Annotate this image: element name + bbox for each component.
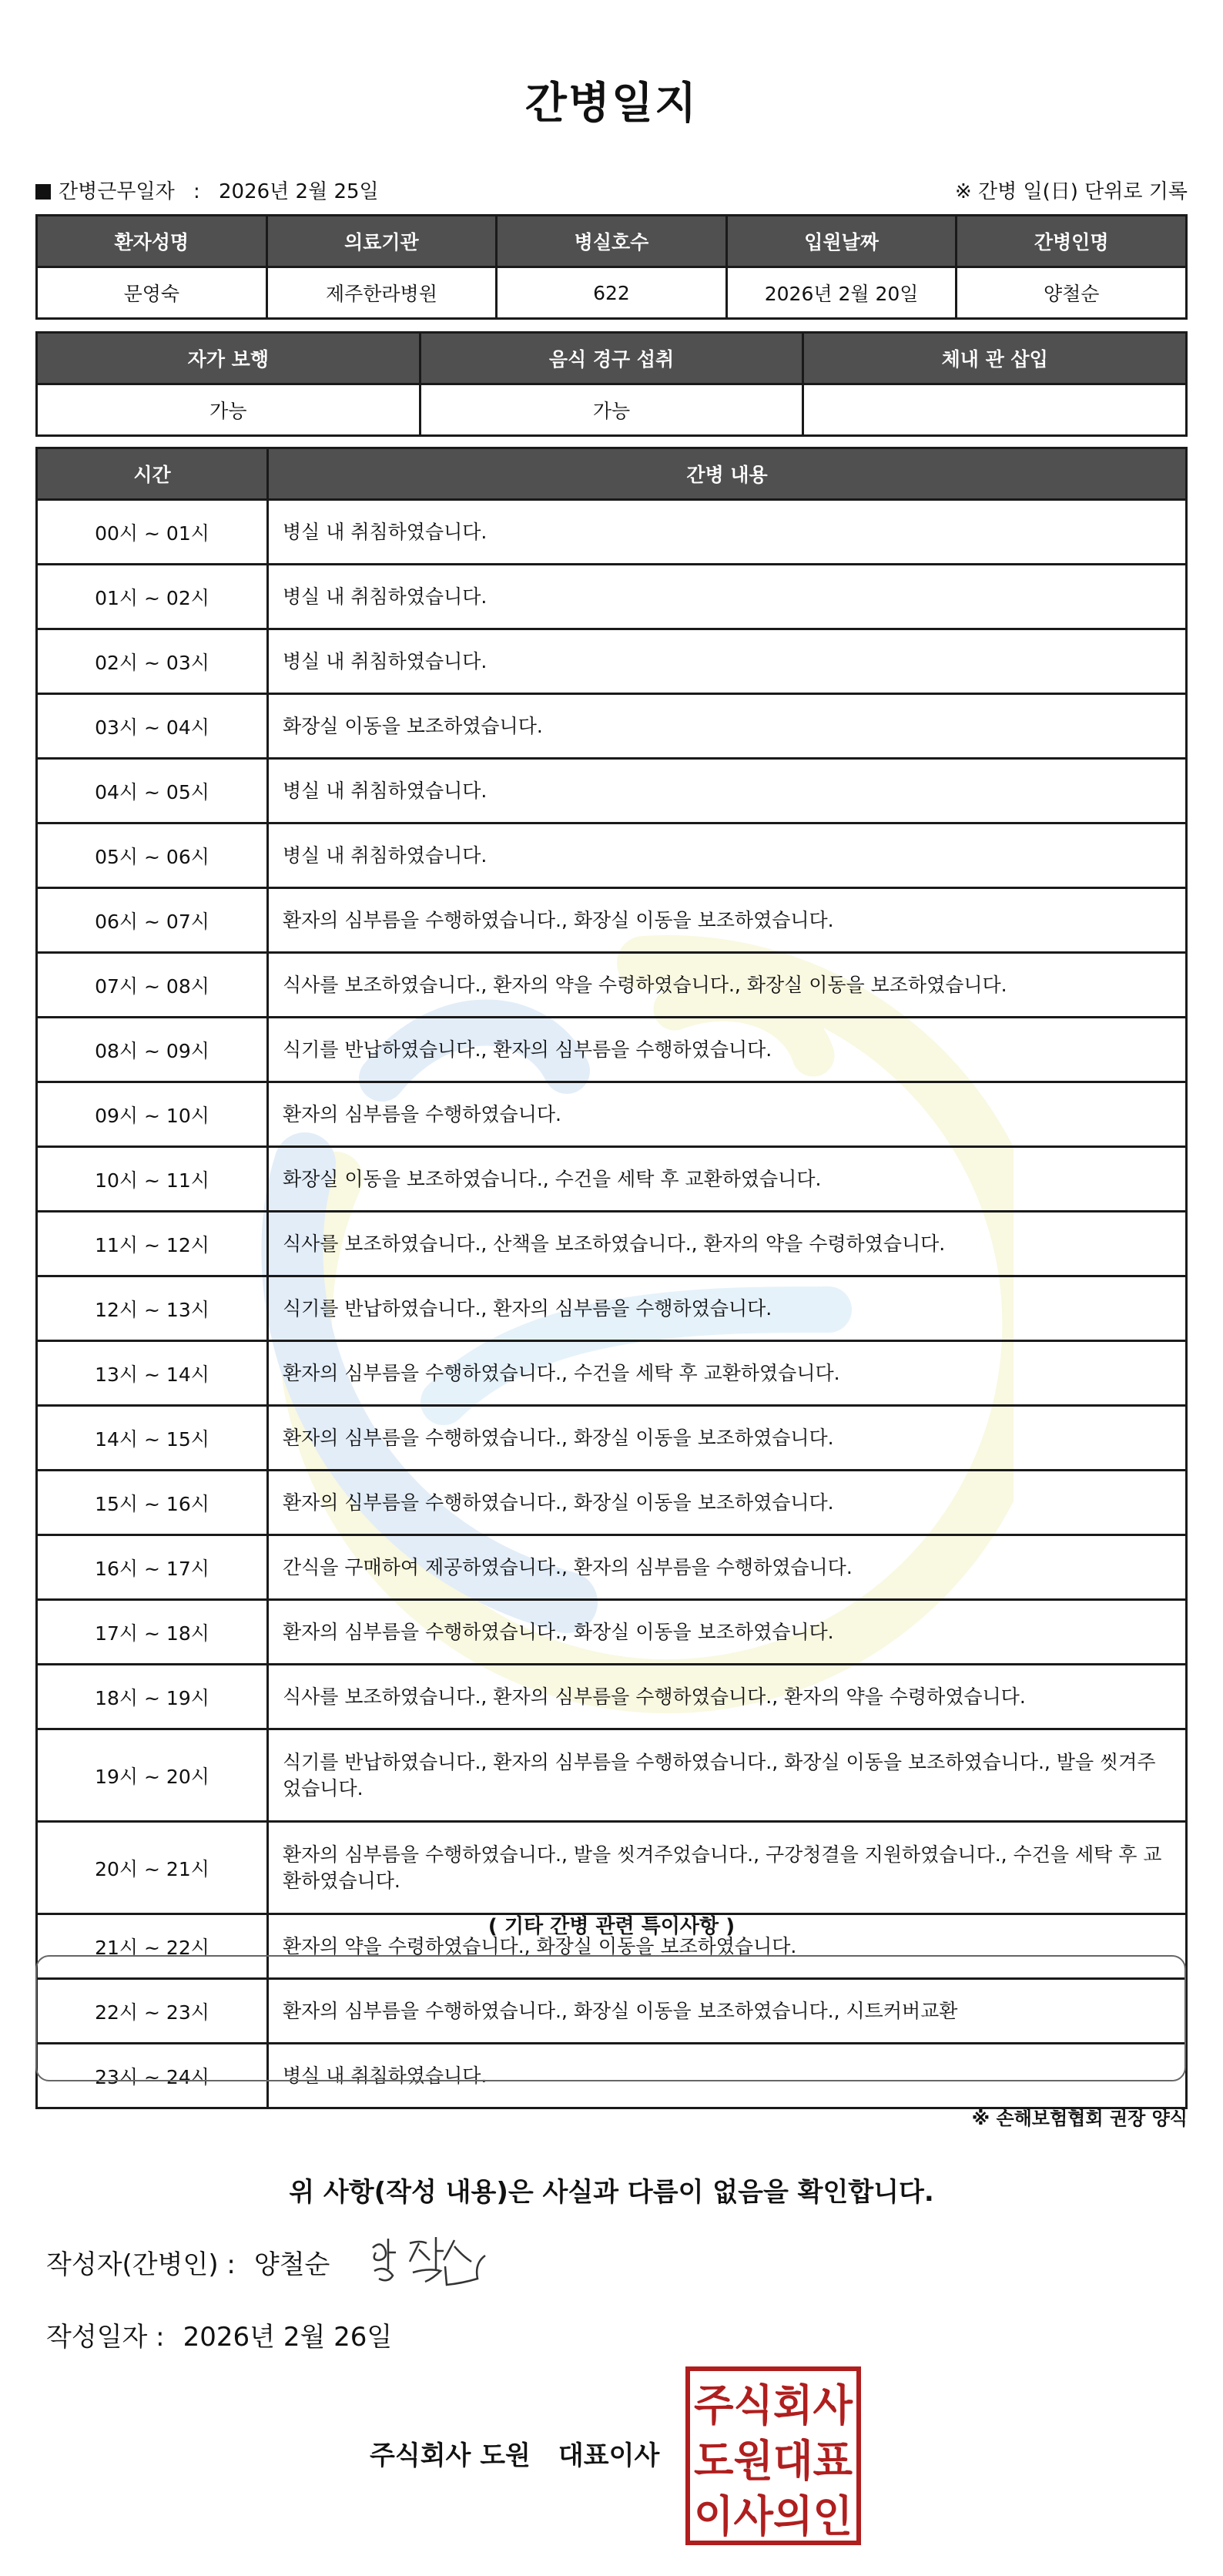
header-care-content: 간병 내용 [268,448,1187,500]
log-content: 병실 내 취침하였습니다. [268,759,1187,823]
header-caregiver-name: 간병인명 [957,216,1187,267]
log-content: 식기를 반납하였습니다., 환자의 심부름을 수행하였습니다. [268,1276,1187,1341]
log-content: 환자의 약을 수령하였습니다., 화장실 이동을 보조하였습니다. [268,1914,1187,1979]
seal-row-2: 도원대표 [694,2436,853,2487]
patient-name: 문영숙 [37,267,267,319]
log-content: 화장실 이동을 보조하였습니다. [268,694,1187,759]
square-bullet-icon [35,184,51,200]
log-row [37,1535,1187,1600]
seal-row-3: 이사의인 [694,2491,853,2542]
log-time: 00시 ~ 01시 [37,500,268,565]
company-name: 주식회사 도원 [370,2440,531,2471]
tube-insertion-value [803,384,1187,436]
write-date-value: 2026년 2월 26일 [183,2322,393,2353]
header-time: 시간 [37,448,268,500]
log-time: 08시 ~ 09시 [37,1018,268,1082]
log-row [37,1147,1187,1212]
log-content: 환자의 심부름을 수행하였습니다., 화장실 이동을 보조하였습니다. [268,1406,1187,1471]
log-time: 14시 ~ 15시 [37,1406,268,1471]
log-time: 13시 ~ 14시 [37,1341,268,1406]
patient-header-row [37,216,1187,267]
log-time: 19시 ~ 20시 [37,1729,268,1822]
writer-name: 양철순 [253,2249,330,2280]
patient-info-table [35,214,1188,320]
recommend-note: ※ 손해보험협회 권장 양식 [971,2108,1188,2129]
log-content: 간식을 구매하여 제공하였습니다., 환자의 심부름을 수행하였습니다. [268,1535,1187,1600]
status-header-row [37,333,1187,384]
hospital-name: 제주한라병원 [266,267,497,319]
log-time: 01시 ~ 02시 [37,565,268,629]
oral-intake-value: 가능 [420,384,803,436]
header-admission-date: 입원날짜 [726,216,957,267]
work-date-value: 2026년 2월 25일 [219,180,379,203]
patient-status-table [35,331,1188,437]
page-title: 간병일지 [524,79,699,129]
log-content: 환자의 심부름을 수행하였습니다., 화장실 이동을 보조하였습니다. [268,1471,1187,1535]
log-time: 07시 ~ 08시 [37,953,268,1018]
log-time: 23시 ~ 24시 [37,2044,268,2108]
seal-row-1: 주식회사 [694,2380,853,2431]
log-time: 02시 ~ 03시 [37,629,268,694]
log-row [37,1341,1187,1406]
work-date [35,176,379,204]
log-content: 환자의 심부름을 수행하였습니다. [268,1082,1187,1147]
log-content: 화장실 이동을 보조하였습니다., 수건을 세탁 후 교환하였습니다. [268,1147,1187,1212]
log-row [37,1729,1187,1822]
room-number: 622 [497,267,727,319]
log-row [37,1082,1187,1147]
log-content: 병실 내 취침하였습니다. [268,2044,1187,2108]
log-time: 06시 ~ 07시 [37,888,268,953]
writer-line [46,2243,330,2281]
log-row [37,1406,1187,1471]
care-log-table [35,447,1188,2109]
meta-row [35,176,1188,203]
log-body [37,500,1187,2108]
log-row [37,759,1187,823]
log-header-row [37,448,1187,500]
log-time: 22시 ~ 23시 [37,1979,268,2044]
unit-note: ※ 간병 일(日) 단위로 기록 [954,180,1188,203]
log-row [37,565,1187,629]
log-content: 병실 내 취침하였습니다. [268,500,1187,565]
log-content: 환자의 심부름을 수행하였습니다., 발을 씻겨주었습니다., 구강청결을 지원하였습니다., 수건을 세탁 후 교환하였습니다. [268,1822,1187,1914]
log-content: 식사를 보조하였습니다., 환자의 심부름을 수행하였습니다., 환자의 약을 수령하였습니다. [268,1665,1187,1729]
log-content: 병실 내 취침하였습니다. [268,565,1187,629]
header-patient-name: 환자성명 [37,216,267,267]
log-row [37,1600,1187,1665]
log-time: 12시 ~ 13시 [37,1276,268,1341]
write-date-label: 작성일자 : [46,2322,165,2353]
log-content: 환자의 심부름을 수행하였습니다., 화장실 이동을 보조하였습니다. [268,888,1187,953]
log-content: 병실 내 취침하였습니다. [268,629,1187,694]
header-tube-insertion: 체내 관 삽입 [803,333,1187,384]
company-line [370,2434,659,2472]
work-date-label: 간병근무일자 [59,180,175,203]
log-content: 환자의 심부름을 수행하였습니다., 수건을 세탁 후 교환하였습니다. [268,1341,1187,1406]
log-content: 환자의 심부름을 수행하였습니다., 화장실 이동을 보조하였습니다. [268,1600,1187,1665]
walking-value: 가능 [37,384,421,436]
log-content: 환자의 심부름을 수행하였습니다., 화장실 이동을 보조하였습니다., 시트커버교환 [268,1979,1187,2044]
log-row [37,1018,1187,1082]
patient-value-row [37,267,1187,319]
log-content: 식기를 반납하였습니다., 환자의 심부름을 수행하였습니다., 화장실 이동을 보조하였습니다., 발을 씻겨주었습니다. [268,1729,1187,1822]
write-date-line [46,2316,392,2353]
log-row [37,1822,1187,1914]
log-time: 17시 ~ 18시 [37,1600,268,1665]
writer-label: 작성자(간병인) : [46,2249,236,2280]
remarks-title: ( 기타 간병 관련 특이사항 ) [488,1915,735,1938]
header-hospital: 의료기관 [266,216,497,267]
log-time: 20시 ~ 21시 [37,1822,268,1914]
log-row [37,888,1187,953]
company-seal-stamp [685,2366,861,2545]
company-rep: 대표이사 [558,2440,660,2471]
log-time: 16시 ~ 17시 [37,1535,268,1600]
log-content: 식기를 반납하였습니다., 환자의 심부름을 수행하였습니다. [268,1018,1187,1082]
log-content: 병실 내 취침하였습니다. [268,823,1187,888]
handwritten-signature [365,2232,488,2294]
log-row [37,1276,1187,1341]
caregiver-name: 양철순 [957,267,1187,319]
status-value-row [37,384,1187,436]
remarks-box [35,1955,1186,2081]
log-time: 18시 ~ 19시 [37,1665,268,1729]
admission-date: 2026년 2월 20일 [726,267,957,319]
work-date-separator: : [193,180,200,203]
log-row [37,1471,1187,1535]
care-log-page [35,0,1188,2576]
log-time: 05시 ~ 06시 [37,823,268,888]
log-time: 11시 ~ 12시 [37,1212,268,1276]
log-time: 15시 ~ 16시 [37,1471,268,1535]
confirm-statement: 위 사항(작성 내용)은 사실과 다름이 없음을 확인합니다. [289,2177,934,2208]
log-time: 10시 ~ 11시 [37,1147,268,1212]
log-row [37,500,1187,565]
log-row [37,629,1187,694]
header-oral-intake: 음식 경구 섭취 [420,333,803,384]
header-room-number: 병실호수 [497,216,727,267]
log-row [37,1212,1187,1276]
log-time: 09시 ~ 10시 [37,1082,268,1147]
log-content: 식사를 보조하였습니다., 환자의 약을 수령하였습니다., 화장실 이동을 보조하였습니다. [268,953,1187,1018]
log-row [37,694,1187,759]
log-row [37,823,1187,888]
log-time: 21시 ~ 22시 [37,1914,268,1979]
header-walking: 자가 보행 [37,333,421,384]
log-time: 04시 ~ 05시 [37,759,268,823]
log-row [37,953,1187,1018]
log-row [37,1665,1187,1729]
log-content: 식사를 보조하였습니다., 산책을 보조하였습니다., 환자의 약을 수령하였습니다. [268,1212,1187,1276]
log-time: 03시 ~ 04시 [37,694,268,759]
